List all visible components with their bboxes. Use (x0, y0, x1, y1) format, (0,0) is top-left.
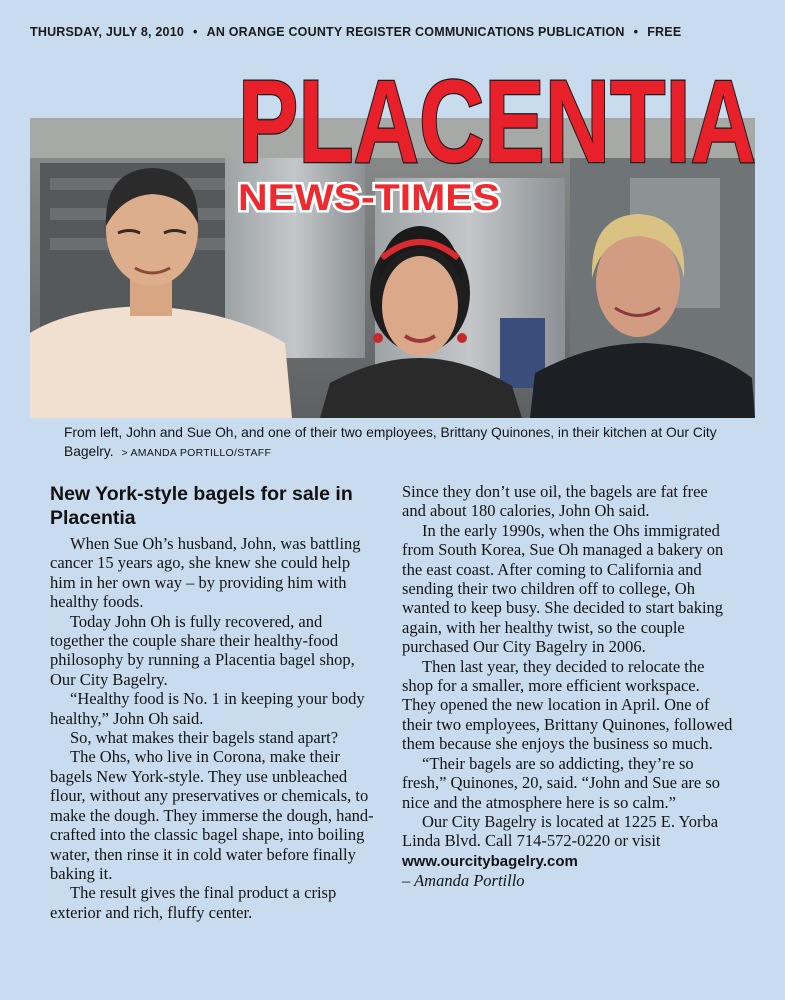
photo-credit: > AMANDA PORTILLO/STAFF (121, 447, 272, 459)
article-paragraph: So, what makes their bagels stand apart? (70, 728, 339, 748)
closing-text: Our City Bagelry is located at 1225 E. Yorba Linda Blvd. Call 714-572-0220 or visit (402, 811, 719, 851)
article-paragraph: In the early 1990s, when the Ohs immigrated from South Korea, Sue Oh managed a bakery on the east coast. After coming to California and sending their two children off to college, Oh wanted to keep busy. She decided to start baking again, with her healthy twist, so the couple purchased Our City Bagelry in 2006. (402, 520, 724, 657)
article-column-right (402, 482, 735, 891)
issue-date: THURSDAY, JULY 8, 2010 (30, 25, 185, 39)
article-paragraph: Then last year, they decided to relocate the shop for a smaller, more efficient workspace. They opened the new location in April. One of their two employees, Brittany Quinones, followed them because she enjoys the business so much. (402, 656, 733, 754)
masthead-subtitle: NEWS-TIMES (238, 177, 500, 218)
article-paragraph: Today John Oh is fully recovered, and together the couple share their healthy-food philosophy by running a Placentia bagel shop, Our City Bagelry. (50, 611, 355, 689)
article-paragraph: Since they don’t use oil, the bagels are fat free and about 180 calories, John Oh said. (402, 482, 708, 521)
article-headline: New York-style bagels for sale in Placentia (50, 483, 353, 529)
price-label: FREE (647, 25, 682, 39)
article-byline: – Amanda Portillo (402, 871, 525, 891)
masthead-title: PLACENTIA (238, 56, 756, 188)
website-link[interactable]: www.ourcitybagelry.com (402, 852, 578, 870)
article-paragraph: When Sue Oh’s husband, John, was battling cancer 15 years ago, she knew she could help him in her own way – by providing him with healthy foods. (50, 534, 361, 612)
article-column-left (50, 482, 378, 922)
masthead-logo (232, 44, 762, 224)
article-paragraph: The result gives the final product a crisp exterior and rich, fluffy center. (50, 883, 337, 922)
article-paragraph: The Ohs, who live in Corona, make their bagels New York-style. They use unbleached flour, without any preservatives or chemicals, to make the dough. They immerse the dough, hand-crafted into the classic bagel shape, into boiling water, then rinse it in cold water before finally baking it. (50, 747, 374, 883)
article-paragraph: “Healthy food is No. 1 in keeping your body healthy,” John Oh said. (50, 689, 365, 728)
caption-text: From left, John and Sue Oh, and one of their two employees, Brittany Quinones, in their kitchen at Our City Bagelry. (64, 425, 717, 459)
article-paragraph: “Their bagels are so addicting, they’re so fresh,” Quinones, 20, said. “John and Sue are so nice and the atmosphere here is so calm.” (402, 753, 721, 812)
article-closing-paragraph (402, 812, 735, 871)
dateline (30, 25, 755, 39)
dateline-separator: • (633, 25, 639, 39)
dateline-separator: • (193, 25, 198, 39)
publisher-line: AN ORANGE COUNTY REGISTER COMMUNICATIONS PUBLICATION (206, 25, 625, 39)
masthead-artwork (232, 44, 762, 224)
photo-caption (64, 423, 744, 463)
